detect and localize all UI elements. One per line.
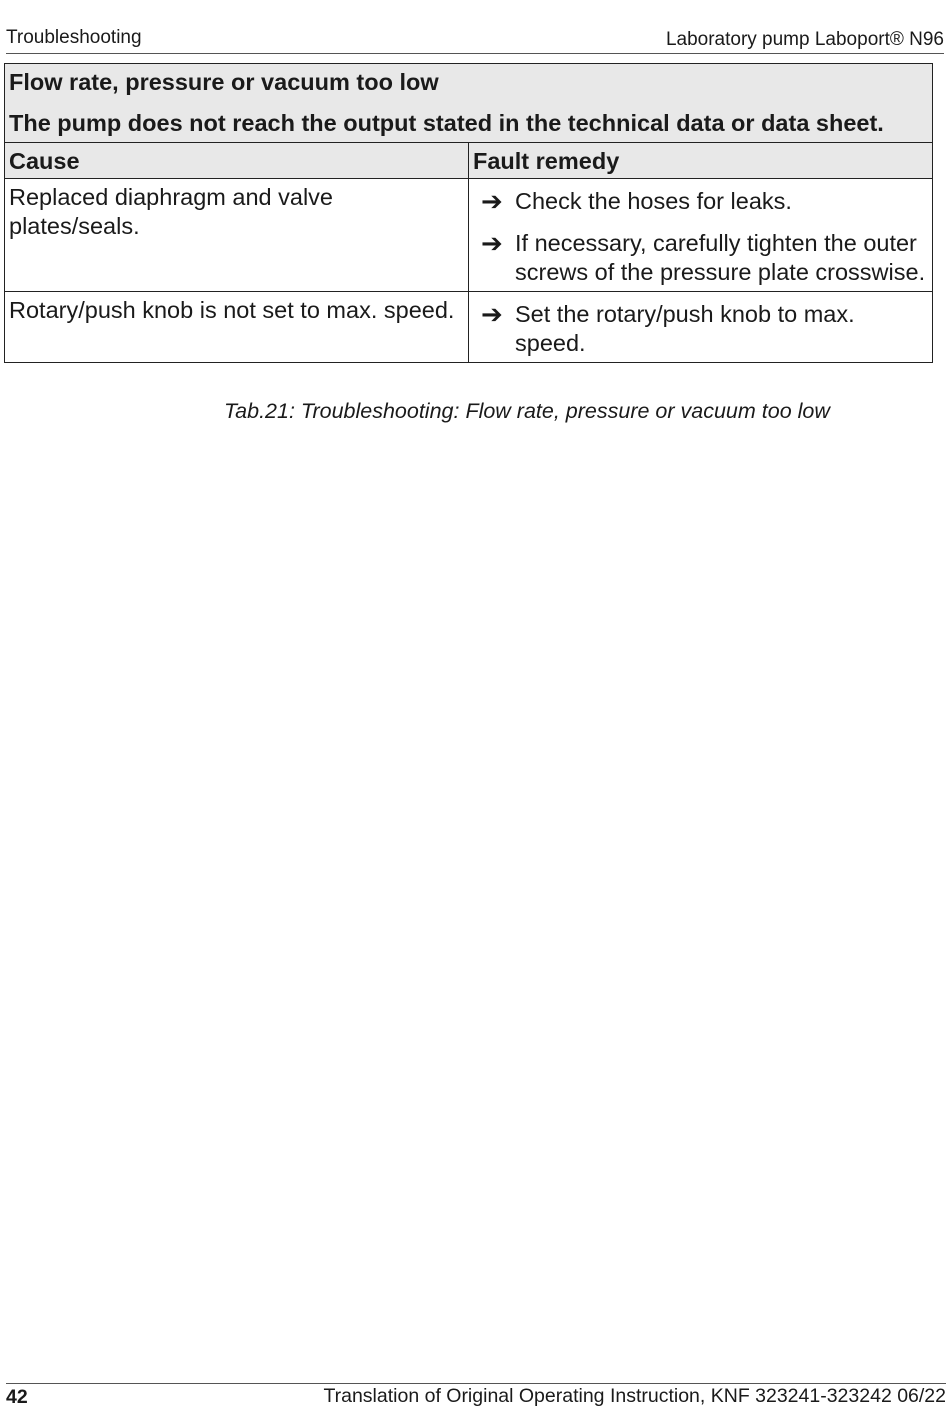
troubleshooting-table (4, 63, 933, 363)
page-footer (6, 1383, 946, 1408)
table-title: Flow rate, pressure or vacuum too low (9, 69, 439, 95)
remedy-text: Check the hoses for leaks. (515, 188, 792, 214)
right-arrow-icon: ➔ (481, 299, 503, 329)
page-header (6, 27, 944, 54)
column-header-cause: Cause (5, 143, 469, 179)
remedy-text: Set the rotary/push knob to max. speed. (515, 301, 855, 356)
remedy-item (473, 187, 928, 216)
right-arrow-icon: ➔ (481, 228, 503, 258)
header-section-title: Troubleshooting (6, 27, 142, 48)
remedy-item (473, 229, 928, 287)
table-title-row (5, 64, 933, 143)
table-caption: Tab.21: Troubleshooting: Flow rate, pressure or vacuum too low (224, 399, 830, 423)
page-number: 42 (6, 1386, 28, 1408)
right-arrow-icon: ➔ (481, 186, 503, 216)
document-reference: Translation of Original Operating Instruction, KNF 323241-323242 06/22 (323, 1385, 946, 1407)
header-product-name: Laboratory pump Laboport® N96 (665, 29, 944, 50)
table-row (5, 292, 933, 363)
remedy-cell (469, 179, 933, 292)
table-subtitle: The pump does not reach the output stated in the technical data or data sheet. (9, 110, 884, 136)
cause-cell: Replaced diaphragm and valve plates/seals. (5, 179, 469, 292)
remedy-cell (469, 292, 933, 363)
remedy-item (473, 300, 928, 358)
table-row (5, 179, 933, 292)
table-header-row (5, 143, 933, 179)
column-header-remedy: Fault remedy (469, 143, 933, 179)
cause-cell: Rotary/push knob is not set to max. speed. (5, 292, 469, 363)
table-title-cell (5, 64, 933, 143)
remedy-text: If necessary, carefully tighten the outer screws of the pressure plate crosswise. (515, 230, 926, 285)
